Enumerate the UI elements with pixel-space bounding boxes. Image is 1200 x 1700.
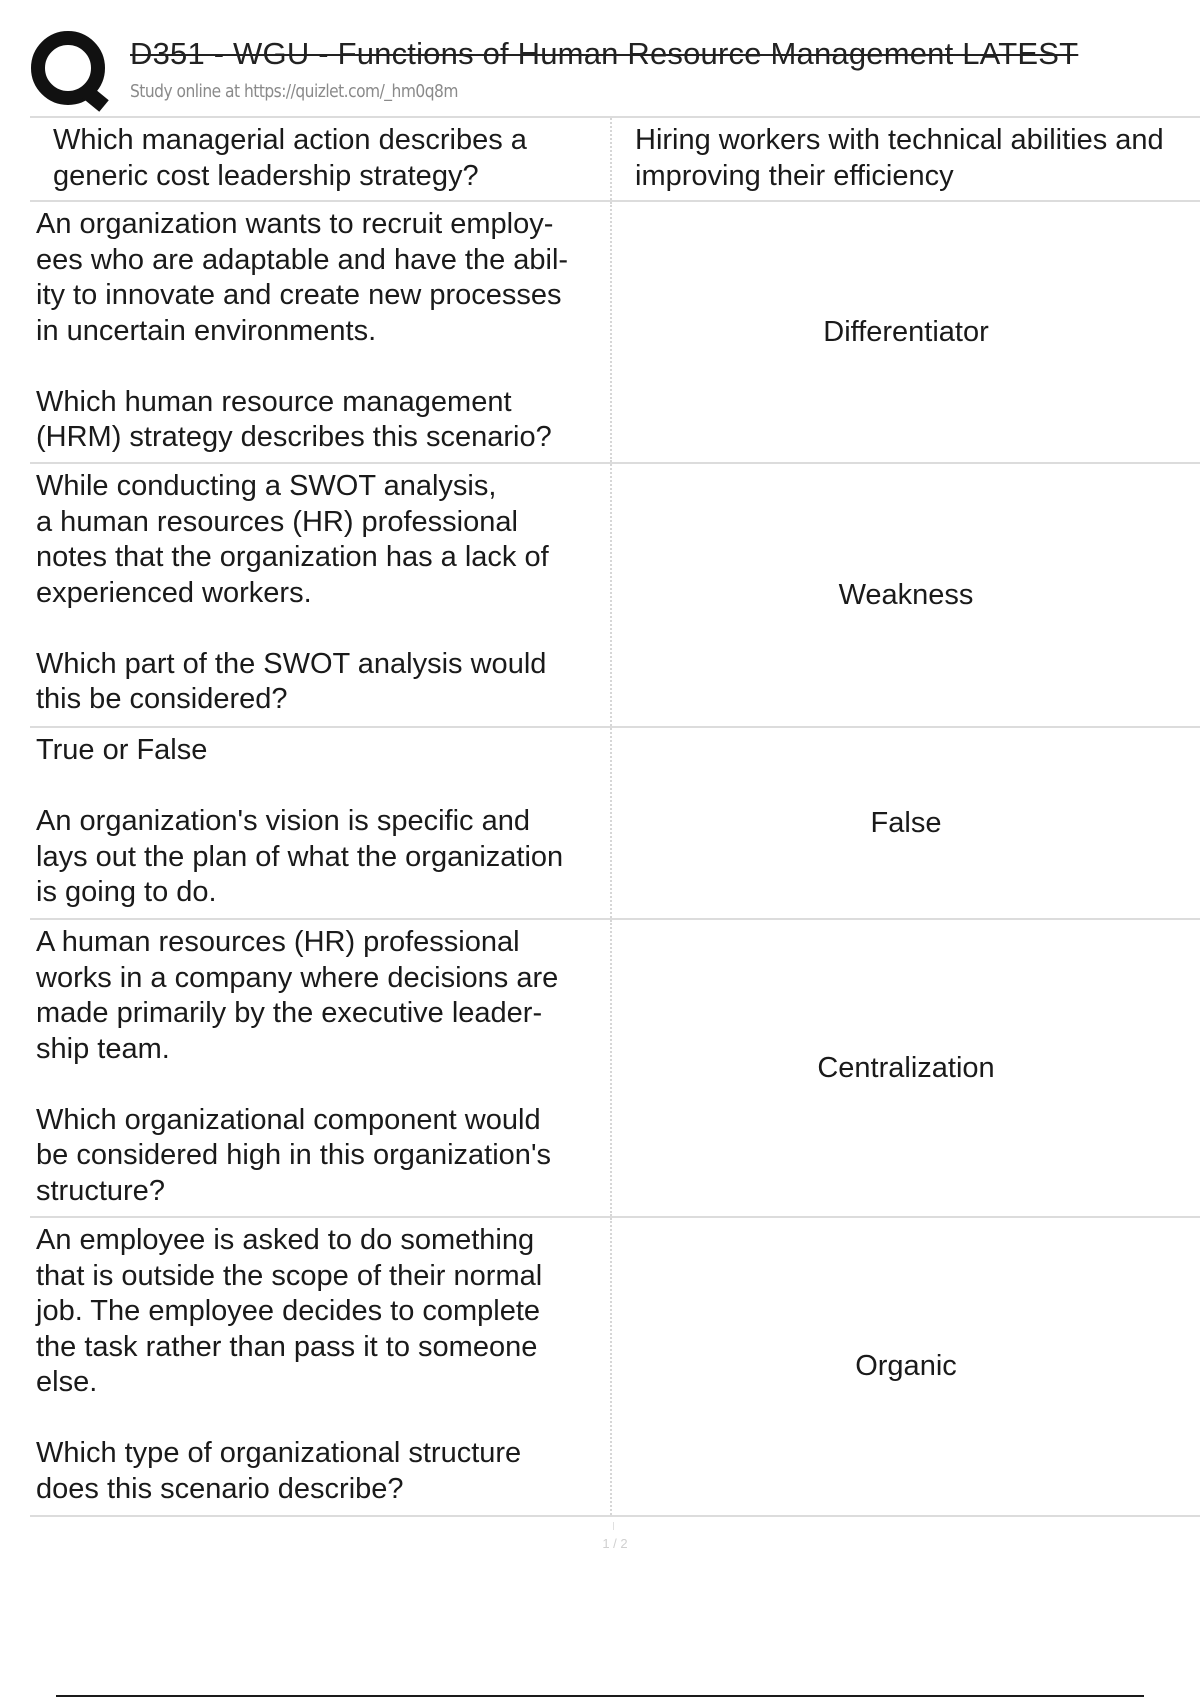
page-number: 1 / 2: [602, 1536, 628, 1551]
flashcard-term: An organization wants to recruit employ- ees who are adaptable and have the abil- ity to innovate and create new processes in uncertain environments. Which human resource management (HRM) strategy describes this scenario?: [30, 202, 612, 462]
flashcard-definition: Hiring workers with technical abilities and improving their efficiency: [635, 124, 1164, 192]
flashcard-definition: False: [870, 806, 942, 839]
page-marker-tick: [613, 1522, 614, 1530]
quizlet-q-logo-icon: [30, 30, 114, 114]
study-online-url: Study online at https://quizlet.com/_hm0q8m: [130, 81, 458, 102]
flashcard-table: [30, 118, 1200, 1517]
document-title: D351 - WGU - Functions of Human Resource Management LATEST: [130, 36, 1079, 71]
flashcard-definition: Differentiator: [823, 315, 989, 348]
flashcard-row: [30, 202, 1200, 464]
flashcard-row: [30, 1218, 1200, 1517]
flashcard-row: [30, 728, 1200, 920]
flashcard-definition: Centralization: [817, 1051, 995, 1084]
flashcard-definition: Weakness: [838, 578, 974, 611]
flashcard-term: While conducting a SWOT analysis, a human resources (HR) professional notes that the organization has a lack of experienced workers. Which part of the SWOT analysis would this be considered?: [30, 464, 612, 726]
flashcard-term: A human resources (HR) professional works in a company where decisions are made primarily by the executive leader- ship team. Which organizational component would be considered high in this organization's structure?: [30, 920, 612, 1216]
flashcard-term: An employee is asked to do something that is outside the scope of their normal job. The employee decides to complete the task rather than pass it to someone else. Which type of organizational structure does this scenario describe?: [30, 1218, 612, 1515]
flashcard-row: [30, 920, 1200, 1218]
flashcard-term: True or False An organization's vision is specific and lays out the plan of what the organization is going to do.: [30, 728, 612, 918]
flashcard-row: [30, 118, 1200, 202]
flashcard-row: [30, 464, 1200, 728]
flashcard-term: Which managerial action describes a generic cost leadership strategy?: [30, 118, 612, 200]
footer-divider: [56, 1695, 1144, 1697]
flashcard-definition: Organic: [855, 1350, 957, 1383]
page-header: [0, 0, 1200, 118]
